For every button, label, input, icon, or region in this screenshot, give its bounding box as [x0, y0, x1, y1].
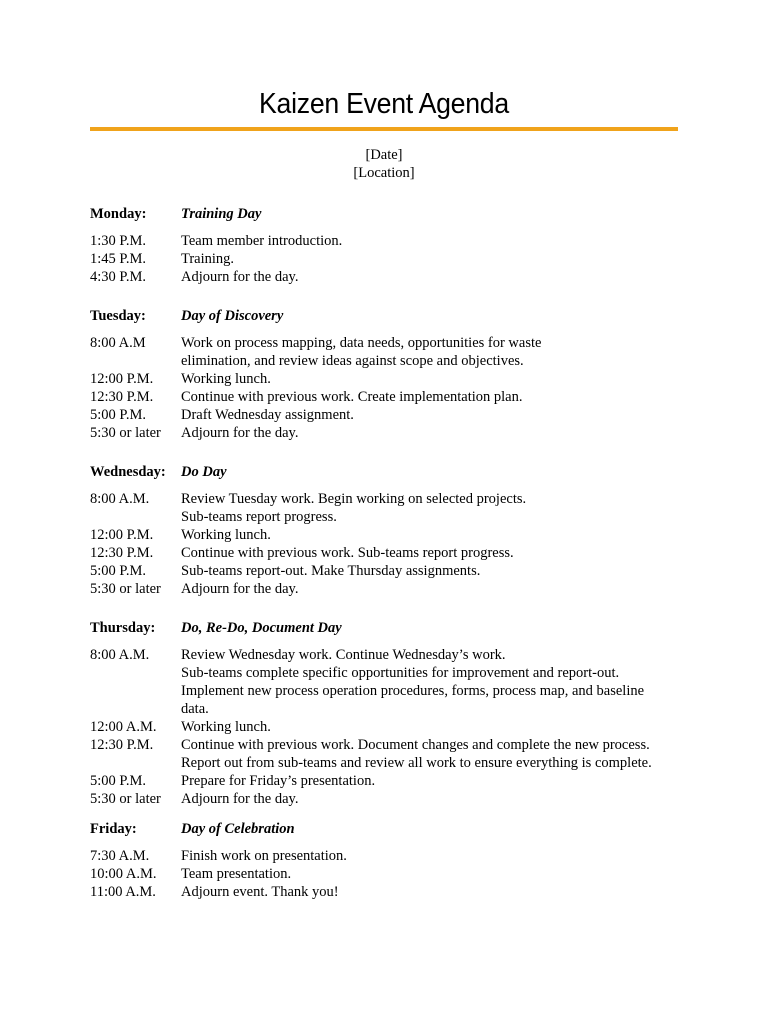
agenda-time: 7:30 A.M. — [90, 848, 150, 864]
day-theme: Do, Re-Do, Document Day — [181, 620, 342, 636]
agenda-item — [90, 388, 690, 406]
page-title: Kaizen Event Agenda — [259, 88, 509, 120]
day-heading: Wednesday: — [90, 464, 166, 480]
day-heading: Tuesday: — [90, 308, 146, 324]
agenda-item — [90, 736, 690, 772]
agenda-item — [90, 424, 690, 442]
agenda-item — [90, 250, 690, 268]
agenda-description-line: Team presentation. — [181, 866, 292, 882]
agenda-item — [90, 334, 690, 370]
agenda-item — [90, 526, 690, 544]
agenda-description-line: Adjourn for the day. — [181, 269, 299, 285]
agenda-item — [90, 646, 690, 718]
day-theme: Training Day — [181, 206, 262, 222]
agenda-description-line: elimination, and review ideas against scope and objectives. — [181, 353, 524, 369]
agenda-time: 5:00 P.M. — [90, 407, 147, 423]
day-heading: Thursday: — [90, 620, 156, 636]
agenda-item — [90, 580, 690, 598]
agenda-item — [90, 847, 690, 865]
agenda-description — [181, 490, 681, 526]
agenda-description-line: Sub-teams report-out. Make Thursday assignments. — [181, 563, 481, 579]
agenda-time: 5:00 P.M. — [90, 563, 147, 579]
agenda-description — [181, 424, 681, 442]
agenda-item — [90, 370, 690, 388]
agenda-description-line: Adjourn for the day. — [181, 425, 299, 441]
location-placeholder: [Location] — [353, 165, 415, 181]
agenda-description — [181, 883, 681, 901]
agenda-description — [181, 790, 681, 808]
agenda-description-line: Adjourn event. Thank you! — [181, 884, 339, 900]
agenda-time: 5:00 P.M. — [90, 773, 147, 789]
agenda-time: 12:30 P.M. — [90, 737, 154, 753]
agenda-description-line: Training. — [181, 251, 235, 267]
day-theme: Do Day — [181, 464, 227, 480]
agenda-time: 12:30 P.M. — [90, 389, 154, 405]
agenda-description — [181, 646, 681, 718]
agenda-description — [181, 736, 681, 772]
agenda-description-line: Finish work on presentation. — [181, 848, 347, 864]
agenda-item — [90, 232, 690, 250]
agenda-description-line: Sub-teams report progress. — [181, 509, 337, 525]
agenda-description-line: Prepare for Friday’s presentation. — [181, 773, 376, 789]
agenda-description-line: Working lunch. — [181, 527, 271, 543]
agenda-item — [90, 718, 690, 736]
agenda-time: 5:30 or later — [90, 425, 161, 441]
agenda-description — [181, 268, 681, 286]
agenda-description — [181, 370, 681, 388]
agenda-item — [90, 268, 690, 286]
agenda-item — [90, 772, 690, 790]
agenda-description — [181, 580, 681, 598]
agenda-description-line: Working lunch. — [181, 719, 271, 735]
agenda-description-line: Implement new process operation procedures, forms, process map, and baseline — [181, 683, 645, 699]
agenda-description — [181, 718, 681, 736]
agenda-time: 10:00 A.M. — [90, 866, 157, 882]
day-heading: Friday: — [90, 821, 137, 837]
agenda-time: 8:00 A.M. — [90, 491, 150, 507]
title-underline — [90, 127, 678, 131]
agenda-description-line: Review Wednesday work. Continue Wednesday’s work. — [181, 647, 506, 663]
agenda-description — [181, 544, 681, 562]
agenda-time: 12:00 P.M. — [90, 527, 154, 543]
agenda-description-line: Work on process mapping, data needs, opportunities for waste — [181, 335, 542, 351]
agenda-description-line: data. — [181, 701, 209, 717]
agenda-description — [181, 406, 681, 424]
agenda-time: 1:45 P.M. — [90, 251, 147, 267]
agenda-time: 8:00 A.M. — [90, 647, 150, 663]
agenda-time: 11:00 A.M. — [90, 884, 156, 900]
agenda-description-line: Draft Wednesday assignment. — [181, 407, 354, 423]
agenda-description — [181, 847, 681, 865]
agenda-description-line: Continue with previous work. Sub-teams report progress. — [181, 545, 514, 561]
agenda-description — [181, 232, 681, 250]
agenda-description — [181, 388, 681, 406]
agenda-time: 12:30 P.M. — [90, 545, 154, 561]
date-placeholder: [Date] — [365, 147, 403, 163]
day-theme: Day of Discovery — [181, 308, 284, 324]
agenda-time: 4:30 P.M. — [90, 269, 147, 285]
agenda-item — [90, 883, 690, 901]
agenda-time: 1:30 P.M. — [90, 233, 147, 249]
agenda-description-line: Continue with previous work. Create implementation plan. — [181, 389, 523, 405]
day-theme: Day of Celebration — [181, 821, 295, 837]
agenda-item — [90, 490, 690, 526]
agenda-description-line: Working lunch. — [181, 371, 271, 387]
agenda-description-line: Team member introduction. — [181, 233, 343, 249]
agenda-time: 12:00 P.M. — [90, 371, 154, 387]
agenda-description — [181, 865, 681, 883]
agenda-item — [90, 790, 690, 808]
agenda-description-line: Adjourn for the day. — [181, 791, 299, 807]
agenda-item — [90, 865, 690, 883]
agenda-description — [181, 250, 681, 268]
agenda-item — [90, 544, 690, 562]
agenda-description-line: Adjourn for the day. — [181, 581, 299, 597]
agenda-time: 12:00 A.M. — [90, 719, 157, 735]
agenda-description — [181, 772, 681, 790]
agenda-description-line: Report out from sub-teams and review all work to ensure everything is complete. — [181, 755, 652, 771]
agenda-description — [181, 526, 681, 544]
agenda-description-line: Continue with previous work. Document changes and complete the new process. — [181, 737, 650, 753]
agenda-time: 5:30 or later — [90, 791, 161, 807]
agenda-description-line: Review Tuesday work. Begin working on selected projects. — [181, 491, 527, 507]
day-heading: Monday: — [90, 206, 147, 222]
agenda-time: 5:30 or later — [90, 581, 161, 597]
agenda-description — [181, 334, 681, 370]
agenda-item — [90, 562, 690, 580]
agenda-time: 8:00 A.M — [90, 335, 146, 351]
agenda-description-line: Sub-teams complete specific opportunities for improvement and report-out. — [181, 665, 620, 681]
agenda-item — [90, 406, 690, 424]
agenda-description — [181, 562, 681, 580]
